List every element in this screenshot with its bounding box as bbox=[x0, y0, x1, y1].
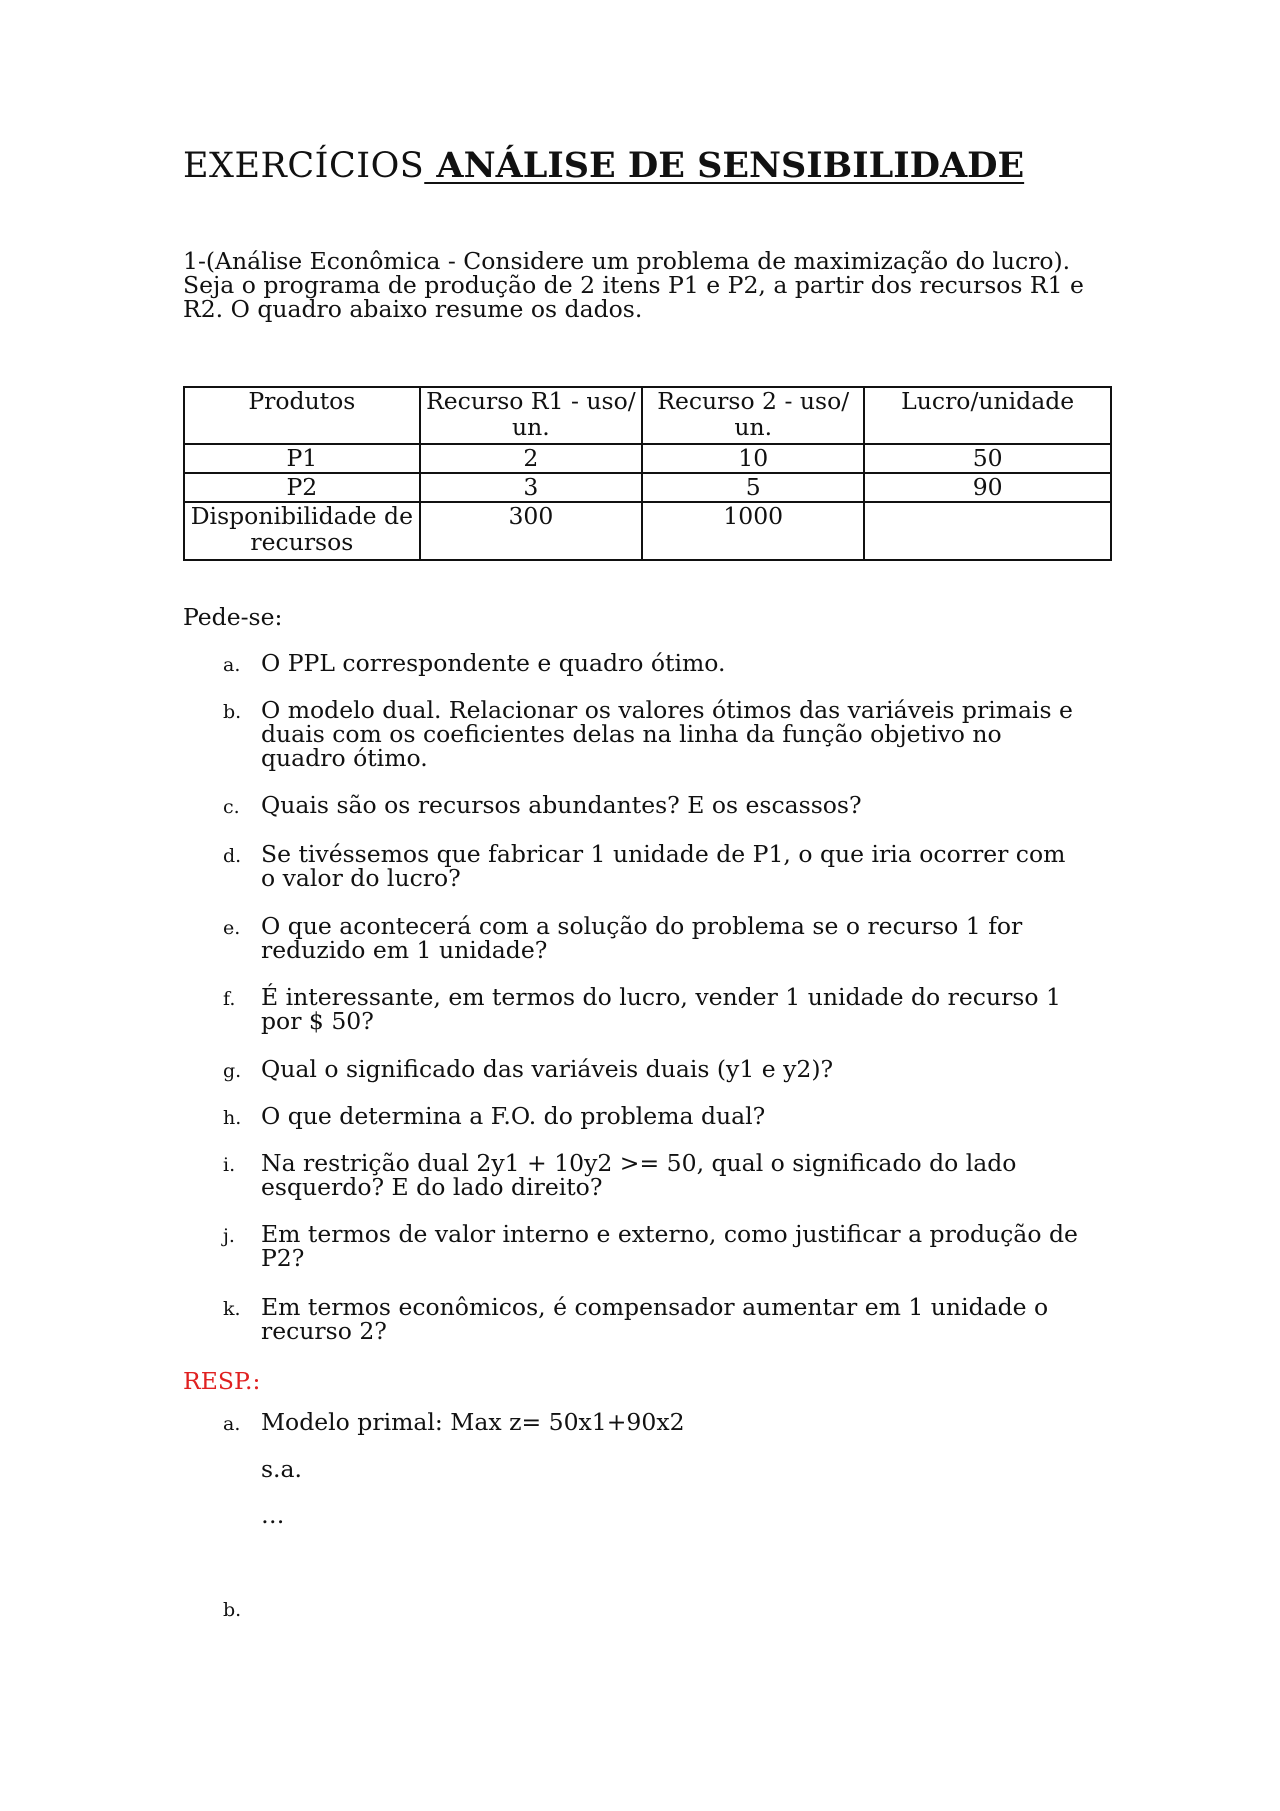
answer-text bbox=[261, 1503, 1113, 1527]
table-cell: 50 bbox=[864, 444, 1111, 473]
text-line: esquerdo? E do lado direito? bbox=[261, 1173, 603, 1201]
table-cell: P2 bbox=[184, 473, 420, 502]
title-plain: EXERCÍCIOS bbox=[183, 146, 425, 186]
cell-text: Produtos bbox=[248, 387, 356, 415]
table-cell: 10 bbox=[642, 444, 864, 473]
text-line: O que determina a F.O. do problema dual? bbox=[261, 1102, 766, 1130]
text-line: O modelo dual. Relacionar os valores ótimos das variáveis primais e bbox=[261, 696, 1073, 724]
table-cell: 300 bbox=[420, 502, 642, 560]
resp-label: RESP.: bbox=[183, 1367, 261, 1395]
text-line: O PPL correspondente e quadro ótimo. bbox=[261, 649, 726, 677]
table-cell: P1 bbox=[184, 444, 420, 473]
list-marker: f. bbox=[223, 988, 236, 1010]
cell-text: Recurso 2 - uso/ un. bbox=[657, 387, 850, 441]
intro-paragraph bbox=[183, 249, 1113, 321]
text-line: por $ 50? bbox=[261, 1007, 374, 1035]
table-row bbox=[184, 473, 1111, 502]
text-line: Se tivéssemos que fabricar 1 unidade de P1, o que iria ocorrer com bbox=[261, 840, 1066, 868]
list-item-text bbox=[261, 793, 1113, 817]
list-marker: i. bbox=[223, 1154, 236, 1176]
answer-text bbox=[261, 1457, 1113, 1481]
page-title bbox=[183, 146, 1024, 186]
table-row bbox=[184, 444, 1111, 473]
list-marker: h. bbox=[223, 1107, 242, 1129]
list-marker: g. bbox=[223, 1060, 242, 1082]
list-marker: c. bbox=[223, 796, 240, 818]
table-cell bbox=[864, 502, 1111, 560]
list-marker: b. bbox=[223, 1599, 242, 1621]
list-item-text bbox=[261, 1104, 1113, 1128]
text-line: Quais são os recursos abundantes? E os escassos? bbox=[261, 791, 862, 819]
text-line: O que acontecerá com a solução do problema se o recurso 1 for bbox=[261, 912, 1023, 940]
text-line: É interessante, em termos do lucro, vender 1 unidade do recurso 1 bbox=[261, 983, 1061, 1011]
list-item-text bbox=[261, 985, 1113, 1033]
text-line: Em termos econômicos, é compensador aumentar em 1 unidade o bbox=[261, 1293, 1049, 1321]
text-line: … bbox=[261, 1501, 285, 1529]
text-line: duais com os coeficientes delas na linha da função objetivo no bbox=[261, 720, 1002, 748]
intro-line: R2. O quadro abaixo resume os dados. bbox=[183, 295, 643, 323]
title-underlined: ANÁLISE DE SENSIBILIDADE bbox=[424, 145, 1025, 186]
list-item-text bbox=[261, 1057, 1113, 1081]
table-cell: 2 bbox=[420, 444, 642, 473]
text-line: Na restrição dual 2y1 + 10y2 >= 50, qual o significado do lado bbox=[261, 1149, 1017, 1177]
list-marker: k. bbox=[223, 1298, 241, 1320]
text-line: P2? bbox=[261, 1244, 305, 1272]
table-header-cell bbox=[642, 387, 864, 444]
text-line: Modelo primal: Max z= 50x1+90x2 bbox=[261, 1408, 685, 1436]
list-marker: b. bbox=[223, 701, 242, 723]
text-line: recurso 2? bbox=[261, 1317, 387, 1345]
cell-text: Recurso R1 - uso/ un. bbox=[426, 387, 636, 441]
list-item-text bbox=[261, 1151, 1113, 1199]
intro-line: Seja o programa de produção de 2 itens P1 e P2, a partir dos recursos R1 e bbox=[183, 271, 1084, 299]
list-marker: a. bbox=[223, 1413, 241, 1435]
table-header-cell bbox=[184, 387, 420, 444]
table-header-row bbox=[184, 387, 1111, 444]
cell-text: Disponibilidade de recursos bbox=[190, 502, 413, 556]
cell-text: Lucro/unidade bbox=[901, 387, 1075, 415]
list-marker: d. bbox=[223, 845, 242, 867]
list-item-text bbox=[261, 1295, 1113, 1343]
table-cell: 1000 bbox=[642, 502, 864, 560]
list-item-text bbox=[261, 698, 1113, 770]
table-header-cell bbox=[864, 387, 1111, 444]
answer-text bbox=[261, 1410, 1113, 1434]
table-cell: 3 bbox=[420, 473, 642, 502]
text-line: Em termos de valor interno e externo, como justificar a produção de bbox=[261, 1220, 1078, 1248]
table-cell bbox=[184, 502, 420, 560]
intro-line: 1-(Análise Econômica - Considere um problema de maximização do lucro). bbox=[183, 247, 1071, 275]
list-marker: e. bbox=[223, 917, 241, 939]
list-marker: j. bbox=[223, 1225, 235, 1247]
list-item-text bbox=[261, 651, 1113, 675]
list-item-text bbox=[261, 914, 1113, 962]
text-line: Qual o significado das variáveis duais (y1 e y2)? bbox=[261, 1055, 834, 1083]
table-cell: 5 bbox=[642, 473, 864, 502]
list-item-text bbox=[261, 842, 1113, 890]
list-marker: a. bbox=[223, 654, 241, 676]
text-line: quadro ótimo. bbox=[261, 744, 428, 772]
list-item-text bbox=[261, 1222, 1113, 1270]
table-cell: 90 bbox=[864, 473, 1111, 502]
text-line: o valor do lucro? bbox=[261, 864, 461, 892]
text-line: reduzido em 1 unidade? bbox=[261, 936, 548, 964]
data-table bbox=[183, 386, 1112, 561]
table-row bbox=[184, 502, 1111, 560]
text-line: s.a. bbox=[261, 1455, 303, 1483]
pede-se-label: Pede-se: bbox=[183, 603, 283, 631]
table-header-cell bbox=[420, 387, 642, 444]
